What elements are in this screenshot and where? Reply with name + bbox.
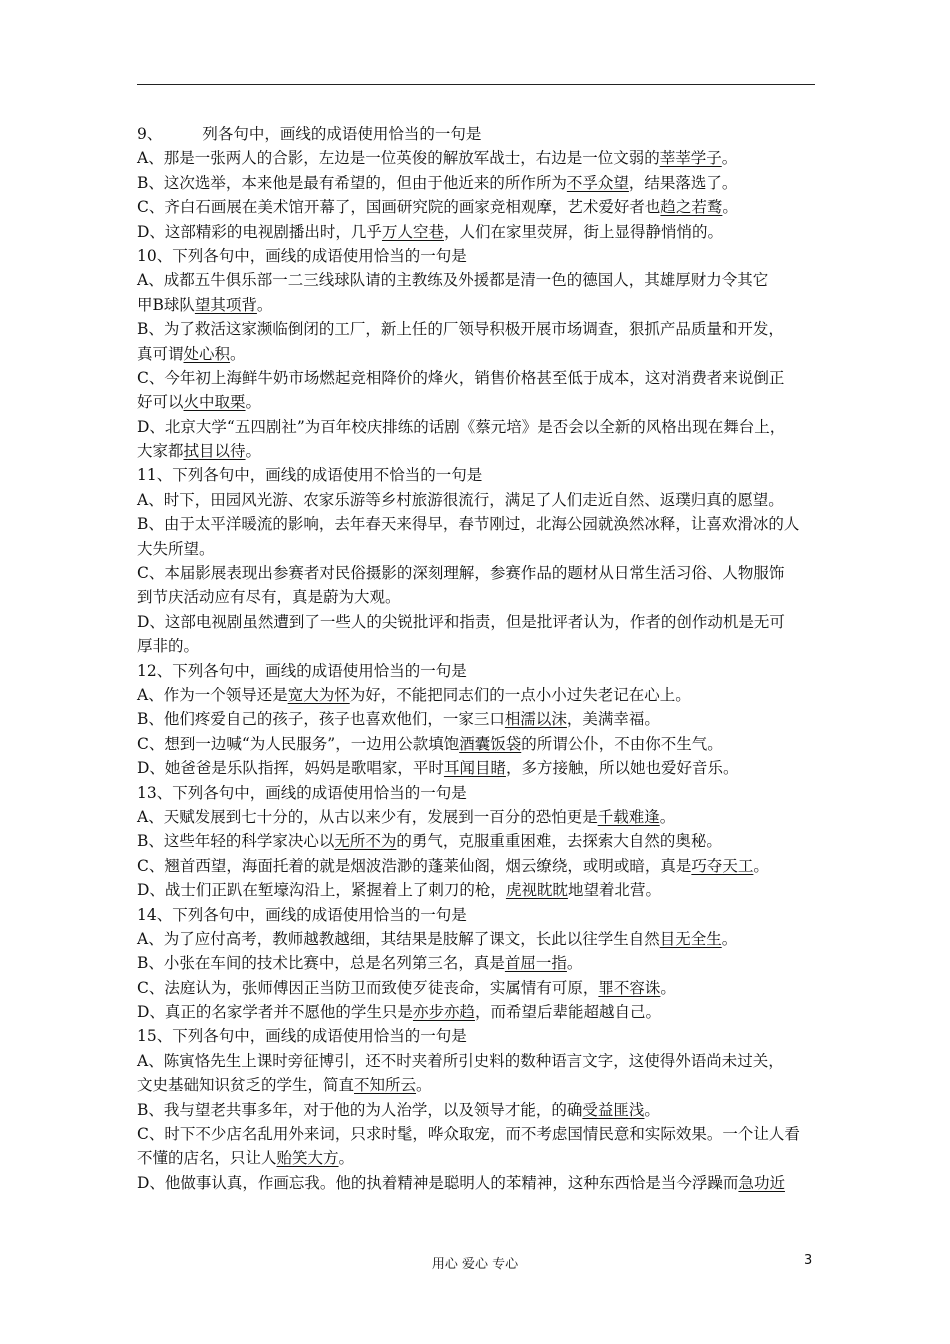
q10-option-c-line1: C、今年初上海鲜牛奶市场燃起竞相降价的烽火，销售价格甚至低于成本，这对消费者来说倒正 (137, 368, 785, 387)
q14-a-idiom: 目无全生 (659, 929, 722, 948)
q12-b-idiom: 相濡以沫 (504, 710, 567, 729)
q9-b-idiom: 不孚众望 (566, 173, 629, 192)
header-rule (137, 84, 815, 85)
q10-b-idiom: 处心积 (183, 344, 231, 363)
footer-text: 用心 爱心 专心 (431, 1257, 519, 1272)
q14-option-a: A、为了应付高考，教师越教越细，其结果是肢解了课文，长此以往学生自然目无全生。 (137, 929, 738, 948)
q14-b-idiom: 首屈一指 (504, 954, 567, 973)
q9-a-idiom: 莘莘学子 (659, 149, 722, 168)
q10-option-b-line1: B、为了救活这家濒临倒闭的工厂，新上任的厂领导积极开展市场调查，狠抓产品质量和开发， (137, 320, 784, 339)
q12-d-idiom: 耳闻目睹 (443, 759, 506, 778)
q12-option-a: A、作为一个领导还是宽大为怀为好，不能把同志们的一点小小过失老记在心上。 (137, 685, 691, 704)
q11-option-b-line1: B、由于太平洋暖流的影响，去年春天来得早，春节刚过，北海公园就涣然冰释，让喜欢滑冰的人 (137, 515, 800, 534)
q15-b-idiom: 受益匪浅 (582, 1100, 645, 1119)
q13-a-idiom: 千载难逢 (597, 807, 660, 826)
q13-option-a: A、天赋发展到七十分的，从古以来少有，发展到一百分的恐怕更是千载难逢。 (137, 807, 676, 826)
q9-c-idiom: 趋之若鹜 (660, 198, 723, 217)
q15-d-idiom: 急功近 (738, 1173, 785, 1192)
q10-option-d-line2: 大家都拭目以待。 (137, 442, 262, 461)
q12-option-c: C、想到一边喊“为人民服务”，一边用公款填饱酒囊饭袋的所谓公仆，不由你不生气。 (137, 734, 723, 753)
q11-option-c-line2: 到节庆活动应有尽有，真是蔚为大观。 (137, 588, 401, 607)
q10-a-idiom: 望其项背 (194, 295, 257, 314)
q15-option-b: B、我与望老共事多年，对于他的为人治学，以及领导才能，的确受益匪浅。 (137, 1100, 660, 1119)
q10-option-b-line2: 真可谓处心积。 (137, 344, 246, 363)
q15-option-a-line2: 文史基础知识贫乏的学生，简直不知所云。 (137, 1076, 432, 1095)
q13-b-idiom: 无所不为 (334, 832, 397, 851)
q15-c-idiom: 贻笑大方 (276, 1149, 339, 1168)
q14-c-idiom: 罪不容诛 (598, 978, 661, 997)
q9-d-idiom: 万人空巷 (381, 222, 444, 241)
q10-option-d-line1: D、北京大学“五四剧社”为百年校庆排练的话剧《蔡元培》是否会以全新的风格出现在舞台上， (137, 417, 786, 436)
q10-c-idiom: 火中取栗 (183, 393, 246, 412)
q12-stem: 12、下列各句中，画线的成语使用恰当的一句是 (137, 661, 467, 680)
q11-option-c-line1: C、本届影展表现出参赛者对民俗摄影的深刻理解，参赛作品的题材从日常生活习俗、人物服饰 (137, 564, 785, 583)
q15-option-c-line2: 不懂的店名，只让人贻笑大方。 (137, 1149, 355, 1168)
q10-stem: 10、下列各句中，画线的成语使用恰当的一句是 (137, 246, 467, 265)
q11-option-d-line2: 厚非的。 (137, 637, 200, 656)
q14-option-b: B、小张在车间的技术比赛中，总是名列第三名，真是首屈一指。 (137, 954, 583, 973)
q11-stem: 11、下列各句中，画线的成语使用不恰当的一句是 (137, 466, 483, 485)
q12-option-d: D、她爸爸是乐队指挥，妈妈是歌唱家，平时耳闻目睹，多方接触，所以她也爱好音乐。 (137, 759, 739, 778)
q11-option-d-line1: D、这部电视剧虽然遭到了一些人的尖锐批评和指责，但是批评者认为，作者的创作动机是无可 (137, 612, 785, 631)
q13-stem: 13、下列各句中，画线的成语使用恰当的一句是 (137, 783, 467, 802)
page-number: 3 (804, 1253, 813, 1268)
q14-d-idiom: 亦步亦趋 (412, 1003, 475, 1022)
q13-d-idiom: 虎视眈眈 (505, 881, 568, 900)
q14-option-d: D、真正的名家学者并不愿他的学生只是亦步亦趋，而希望后辈能超越自己。 (137, 1003, 661, 1022)
q14-option-c: C、法庭认为，张师傅因正当防卫而致使歹徒丧命，实属情有可原，罪不容诛。 (137, 978, 676, 997)
q9-option-d: D、这部精彩的电视剧播出时，几乎万人空巷，人们在家里荧屏，街上显得静悄悄的。 (137, 222, 723, 241)
q9-stem: 9、 列各句中，画线的成语使用恰当的一句是 (137, 125, 482, 143)
q9-option-a: A、那是一张两人的合影，左边是一位英俊的解放军战士，右边是一位文弱的莘莘学子。 (137, 149, 738, 168)
page-content (137, 122, 827, 1195)
q10-option-a-line2: 甲B球队望其项背。 (137, 295, 273, 314)
q14-stem: 14、下列各句中，画线的成语使用恰当的一句是 (137, 905, 467, 924)
q15-option-a-line1: A、陈寅恪先生上课时旁征博引，还不时夹着所引史料的数种语言文字，这使得外语尚未过关， (137, 1051, 784, 1070)
q15-a-idiom: 不知所云 (354, 1076, 417, 1095)
q10-option-c-line2: 好可以火中取栗。 (137, 393, 262, 412)
q15-option-d: D、他做事认真，作画忘我。他的执着精神是聪明人的苯精神，这种东西恰是当今浮躁而急功近 (137, 1173, 785, 1192)
q10-option-a-line1: A、成都五牛俱乐部一二三线球队请的主教练及外援都是清一色的德国人，其雄厚财力令其它 (137, 271, 769, 290)
q11-option-b-line2: 大失所望。 (137, 539, 215, 558)
q9-option-c: C、齐白石画展在美术馆开幕了，国画研究院的画家竞相观摩，艺术爱好者也趋之若鹜。 (137, 198, 738, 217)
q12-c-idiom: 酒囊饭袋 (459, 734, 522, 753)
q12-option-b: B、他们疼爱自己的孩子，孩子也喜欢他们，一家三口相濡以沫，美满幸福。 (137, 710, 660, 729)
q11-option-a: A、时下，田园风光游、农家乐游等乡村旅游很流行，满足了人们走近自然、返璞归真的愿望。 (137, 490, 784, 509)
q10-d-idiom: 拭目以待 (183, 442, 246, 461)
q15-stem: 15、下列各句中，画线的成语使用恰当的一句是 (137, 1027, 467, 1046)
q13-option-c: C、翘首西望，海面托着的就是烟波浩渺的蓬莱仙阁，烟云缭绕，或明或暗，真是巧夺天工。 (137, 856, 769, 875)
q13-c-idiom: 巧夺天工 (691, 856, 754, 875)
q13-option-b: B、这些年轻的科学家决心以无所不为的勇气，克服重重困难，去探索大自然的奥秘。 (137, 832, 722, 851)
q9-option-b: B、这次选举，本来他是最有希望的，但由于他近来的所作所为不孚众望，结果落选了。 (137, 173, 738, 192)
q15-option-c-line1: C、时下不少店名乱用外来词，只求时髦，哗众取宠，而不考虑国情民意和实际效果。一个让人看 (137, 1125, 800, 1144)
q12-a-idiom: 宽大为怀 (287, 685, 350, 704)
q13-option-d: D、战士们正趴在堑壕沟沿上，紧握着上了刺刀的枪，虎视眈眈地望着北营。 (137, 881, 661, 900)
